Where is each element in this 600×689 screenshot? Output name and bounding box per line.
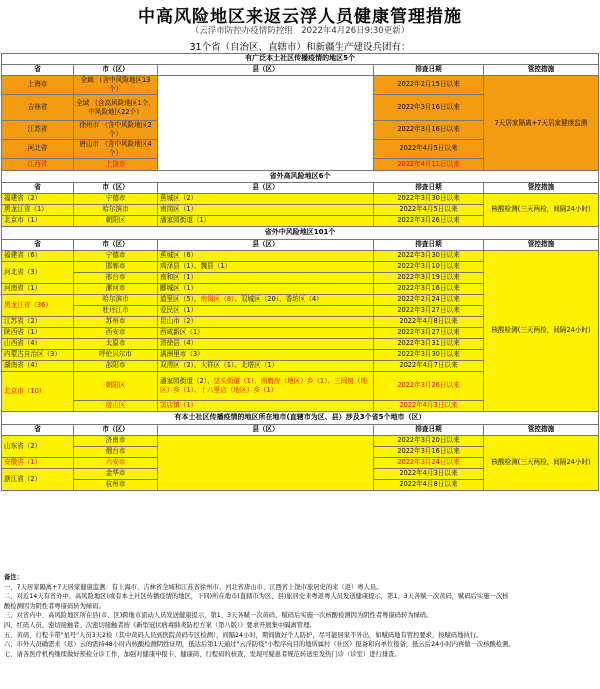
intro-text: 31个省（自治区、直辖市）和新疆生产建设兵团有： — [189, 42, 411, 53]
date-cell: 2022年4月5日以来 — [374, 140, 484, 159]
county-text: 鸡泽县（1）、魏县（1） — [160, 262, 232, 271]
county-cell — [158, 328, 374, 339]
date-cell: 2022年3月19日以来 — [374, 273, 484, 284]
city-cell: 西安市 — [74, 328, 158, 339]
table-row — [2, 194, 599, 205]
date-cell: 2022年4月11日以来 — [374, 159, 484, 171]
section-title: 有本土社区传播疫情的地区所在地市(直辖市为区、县）涉及3个省5个地市（区） — [2, 412, 599, 425]
section-title: 有广泛本土社区传播疫情的地区5个 — [2, 54, 599, 65]
date-cell: 2022年4月5日以来 — [374, 205, 484, 216]
section-title: 省外高风险地区6个 — [2, 171, 599, 183]
date-cell: 2022年3月27日以来 — [374, 328, 484, 339]
date-cell: 2022年3月16日以来 — [374, 95, 484, 121]
header-date: 排查日期 — [374, 240, 484, 251]
province-cell: 江西省 — [2, 159, 74, 171]
date-cell: 2022年2月15日以来 — [374, 76, 484, 95]
province-cell: 河北省 — [2, 140, 74, 159]
note-item: 四、红码人员、密切接触者、次密切接触者按《新型冠状病毒肺炎防控方案（第八版）》要求开展集中隔离管理。 — [4, 621, 316, 629]
county-cell — [158, 273, 374, 284]
county-cell — [158, 284, 374, 295]
header-measure: 管控措施 — [484, 425, 599, 436]
county-text: 、双城区（20）、香坊区（4） — [234, 295, 323, 304]
county-text: 潘家园街道（2）、 — [160, 377, 214, 386]
section-heading-row — [2, 412, 599, 425]
province-cell: 江苏省 — [2, 121, 74, 140]
county-text: 西咸新区（1） — [160, 328, 204, 337]
date-cell: 2022年4月7日以来 — [374, 361, 484, 372]
city-cell: 太原市 — [74, 339, 158, 350]
county-text: 道里区（5）、 — [160, 295, 201, 304]
province-cell: 黑龙江省（36） — [2, 295, 74, 317]
note-item: 一、7天居家隔离+7天居家健康监测：有上海市、吉林省全域和江苏省徐州市、河北省唐山市、江西省上饶市旅居史的来（返）粤人员。 — [4, 583, 383, 591]
city-cell: 哈尔滨市 — [74, 295, 158, 306]
province-cell: 河南省（1） — [2, 284, 74, 295]
section-title: 省外中风险地区101个 — [2, 227, 599, 240]
province-cell: 福建省（6） — [2, 251, 74, 262]
date-cell: 2022年3月24日以来 — [374, 458, 484, 469]
date-cell: 2022年3月30日以来 — [374, 251, 484, 262]
header-row — [2, 183, 599, 194]
notes-heading: 备注： — [4, 574, 23, 581]
county-text: 清徐县（4） — [160, 339, 198, 348]
measure-cell: 核酸检测(三天两检，间隔24小时) — [484, 194, 599, 227]
city-cell: 房山区 — [74, 401, 158, 412]
county-cell — [158, 251, 374, 262]
header-row — [2, 65, 599, 76]
date-cell: 2022年3月20日以来 — [374, 436, 484, 447]
header-county: 县（区） — [158, 425, 374, 436]
county-text-highlight: 窦店镇（1） — [160, 401, 198, 410]
city-cell: 朝阳区 — [74, 216, 158, 227]
header-date: 排查日期 — [374, 425, 484, 436]
header-province: 省 — [2, 65, 74, 76]
city-cell: 唐山市 （含中风险地区4个） — [74, 140, 158, 159]
header-measure: 管控措施 — [484, 183, 599, 194]
city-cell: 徐州市 （含中风险地区2个） — [74, 121, 158, 140]
province-cell: 陕西省（1） — [2, 328, 74, 339]
city-cell: 宁德市 — [74, 194, 158, 205]
date-cell: 2022年3月16日以来 — [374, 284, 484, 295]
county-text: 南和区（1） — [160, 273, 198, 282]
county-cell — [158, 372, 374, 401]
county-diagonal-cell — [158, 436, 374, 491]
county-cell — [158, 262, 374, 273]
province-cell: 安徽省（1） — [2, 458, 74, 469]
table-row — [2, 251, 599, 262]
province-cell: 上海市 — [2, 76, 74, 95]
city-cell: 济南市 — [74, 436, 158, 447]
county-text: 爱民区（1） — [160, 306, 198, 315]
section-heading-row — [2, 171, 599, 183]
header-row — [2, 240, 599, 251]
table-row — [2, 436, 599, 447]
risk-area-table — [1, 53, 599, 491]
header-city: 市（区） — [74, 65, 158, 76]
date-cell: 2022年3月10日以来 — [374, 262, 484, 273]
county-cell: 潘家园街道（1） — [158, 216, 374, 227]
county-cell: 蕉城区（2） — [158, 194, 374, 205]
county-cell — [158, 401, 374, 412]
page-title: 中高风险地区来返云浮人员健康管理措施 — [138, 7, 462, 27]
province-cell: 福建省（2） — [2, 194, 74, 205]
date-cell: 2022年3月30日以来 — [374, 194, 484, 205]
note-item: 三、对省内中、高风险地区所在县(市、区)跨地市流动人员发送健康提示，第1、3天各赋一次黄码，赋码后实施一次核酸检测因为阴性者粤康码转为绿码。 — [4, 612, 433, 620]
county-cell — [158, 306, 374, 317]
measure-cell: 核酸检测(三天两检，间隔24小时) — [484, 251, 599, 412]
note-item: 五、黄码、行程卡带"星号"人员3天2检（其中黄码人员到医院黄码专区检测），间隔24小时，期间做好个人防护，尽可能居家不外出，如赋码地有管控要求，按赋码地执行。 — [4, 631, 483, 639]
header-county: 县（区） — [158, 240, 374, 251]
header-county: 县（区） — [158, 65, 374, 76]
province-cell: 吉林省 — [2, 95, 74, 121]
note-item: 酸检测因为阴性者粤康码转为绿码。 — [4, 602, 105, 610]
section-heading-row — [2, 54, 599, 65]
city-cell: 烟台市 — [74, 447, 158, 458]
county-cell — [158, 339, 374, 350]
date-cell: 2022年3月30日以来 — [374, 350, 484, 361]
county-text-highlight: 南岗区（8） — [200, 295, 235, 304]
date-cell: 2022年4月3日以来 — [374, 401, 484, 412]
province-cell: 山东省（2） — [2, 436, 74, 458]
date-cell: 2022年3月16日以来 — [374, 447, 484, 458]
note-item: 二、对近14天有省外中、高风险地区(或有本土社区传播疫情的地区，下同)所在地市(直辖市为区、县)旅居史来粤返粤人员发送健康提示，第1、3天各赋一次黄码，赋码后实施一次核 — [4, 593, 509, 601]
county-text: 满洲里市（3） — [160, 350, 204, 359]
date-cell: 2022年4月8日以来 — [374, 480, 484, 491]
city-cell: 牡丹江市 — [74, 306, 158, 317]
date-cell: 2022年3月27日以来 — [374, 306, 484, 317]
header-measure: 管控措施 — [484, 240, 599, 251]
city-cell: 上饶市 — [74, 159, 158, 171]
county-cell — [158, 317, 374, 328]
section-heading-row — [2, 227, 599, 240]
header-city: 市（区） — [74, 183, 158, 194]
header-date: 排查日期 — [374, 65, 484, 76]
city-cell: 漯河市 — [74, 284, 158, 295]
page-subtitle: （云浮市防控办疫情防控组 2022年4月26日9:30更新） — [190, 26, 410, 36]
province-cell: 河北省（3） — [2, 262, 74, 284]
date-cell: 2022年3月26日以来 — [374, 216, 484, 227]
city-cell: 邢台市 — [74, 273, 158, 284]
province-cell: 北京市（10） — [2, 372, 74, 412]
city-cell: 苏州市 — [74, 317, 158, 328]
city-cell: 杭州市 — [74, 480, 158, 491]
province-cell: 山西省（4） — [2, 339, 74, 350]
header-province: 省 — [2, 425, 74, 436]
date-cell: 2022年3月16日以来 — [374, 121, 484, 140]
note-item: 六、市外人员确需来（返）云的需持48小时内核酸检测阴性证明，抵达后第1天通过"云浮防疫"小程序向目的地所属村（社区）报备和向单位报备，抵云后24小时内再做一次核酸检测。 — [4, 641, 515, 649]
date-cell: 2022年4月3日以来 — [374, 469, 484, 480]
province-cell: 内蒙古自治区（3） — [2, 350, 74, 361]
date-cell: 2022年4月8日以来 — [374, 317, 484, 328]
county-cell: 南岗区（1） — [158, 205, 374, 216]
county-text-highlight: 垡头街道（1）、南磨房（地区）乡（1）、三间房（地区）乡（1）、十八里店（地区）乡（1） — [160, 377, 368, 394]
city-cell: 朝阳区 — [74, 372, 158, 401]
header-city: 市（区） — [74, 240, 158, 251]
notes-section — [4, 573, 596, 659]
city-cell: 全域 （含中风险地区13个） — [74, 76, 158, 95]
table-row — [2, 76, 599, 95]
province-cell: 黑龙江省（1） — [2, 205, 74, 216]
city-cell: 六安市 — [74, 458, 158, 469]
city-cell: 呼伦贝尔市 — [74, 350, 158, 361]
province-cell: 北京市（1） — [2, 216, 74, 227]
measure-cell: 核酸检测(三天两检，间隔24小时) — [484, 436, 599, 491]
province-cell: 湖南省（4） — [2, 361, 74, 372]
county-text: 郾城区（1） — [160, 284, 198, 293]
city-cell: 金华市 — [74, 469, 158, 480]
header-measure: 管控措施 — [484, 65, 599, 76]
city-cell: 邵阳市 — [74, 361, 158, 372]
county-cell — [158, 295, 374, 306]
date-cell: 2022年3月26日以来 — [374, 372, 484, 401]
county-cell — [158, 350, 374, 361]
province-cell: 江苏省（2） — [2, 317, 74, 328]
county-text: 昆山市（2） — [160, 317, 198, 326]
note-item: 七、请各医疗机构继续做好预检分诊工作，加强对健康申报卡、健康码、行程码的核查，发现可疑患者规范转送至发热门诊（诊室）进行排查。 — [4, 650, 401, 658]
county-text: 蕉城区（6） — [160, 251, 198, 260]
county-cell — [158, 361, 374, 372]
header-province: 省 — [2, 240, 74, 251]
header-province: 省 — [2, 183, 74, 194]
header-date: 排查日期 — [374, 183, 484, 194]
county-text: 双清区（2）、大祥区（1）、北塔区（1） — [160, 361, 279, 370]
city-cell: 哈尔滨市 — [74, 205, 158, 216]
county-diagonal-cell — [158, 76, 374, 171]
city-cell: 邯郸市 — [74, 262, 158, 273]
date-cell: 2022年3月31日以来 — [374, 339, 484, 350]
province-cell: 浙江省（2） — [2, 469, 74, 491]
header-city: 市（区） — [74, 425, 158, 436]
measure-cell: 7天居家隔离+7天居家健康监测 — [484, 76, 599, 171]
header-county: 县（区） — [158, 183, 374, 194]
city-cell: 宁德市 — [74, 251, 158, 262]
header-row — [2, 425, 599, 436]
date-cell: 2022年2月24日以来 — [374, 295, 484, 306]
city-cell: 全域 （含高风险地区1个， 中风险地区22个） — [74, 95, 158, 121]
